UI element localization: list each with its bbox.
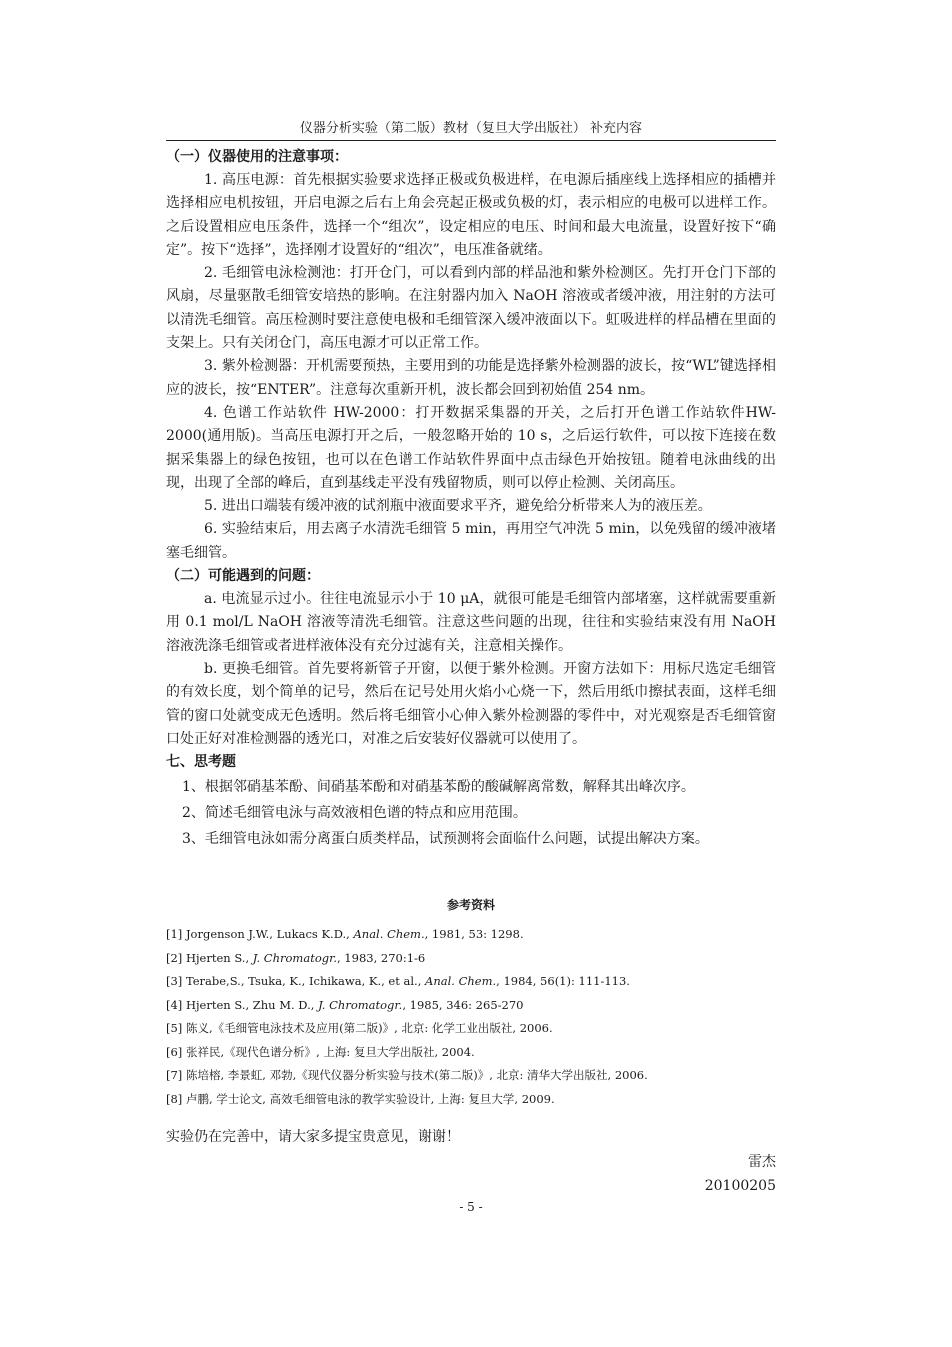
reference-text: [1] Jorgenson J.W., Lukacs K.D.,	[166, 927, 354, 941]
page-number: - 5 -	[459, 1200, 483, 1214]
note-item: 2. 毛细管电泳检测池：打开仓门，可以看到内部的样品池和紫外检测区。先打开仓门下部的风扇，尽量驱散毛细管安培热的影响。在注射器内加入 NaOH 溶液或者缓冲液，用注射的方法可以清洗毛细管。高压检测时要注意使电极和毛细管深入缓冲液面以下。虹吸进样的样品槽在里面的支架上。只有关闭仓门，高压电源才可以正常工作。	[166, 265, 776, 352]
problems-heading: （二）可能遇到的问题：	[166, 568, 320, 585]
reference-details: , 1983, 270:1-6	[337, 950, 426, 965]
reference-text: [3] Terabe,S., Tsuka, K., Ichikawa, K., et al.,	[166, 974, 426, 988]
question-item: 1、根据邻硝基苯酚、间硝基苯酚和对硝基苯酚的酸碱解离常数，解释其出峰次序。	[182, 779, 695, 796]
references-section	[166, 895, 776, 1111]
problem-item: b. 更换毛细管。首先要将新管子开窗，以便于紫外检测。开窗方法如下：用标尺选定毛细管的有效长度，划个简单的记号，然后在记号处用火焰小心烧一下，然后用纸巾擦拭表面，这样毛细管的窗口处就变成无色透明。然后将毛细管小心伸入紫外检测器的零件中，对光观察是否毛细管窗口处正好对准检测器的透光口，对准之后安装好仪器就可以使用了。	[166, 660, 776, 747]
question-item: 2、简述毛细管电泳与高效液相色谱的特点和应用范围。	[182, 805, 527, 822]
reference-item: [8] 卢鹏, 学士论文, 高效毛细管电泳的教学实验设计, 上海: 复旦大学, 2009.	[166, 1091, 555, 1106]
closing-note: 实验仍在完善中，请大家多提宝贵意见，谢谢！	[166, 1129, 460, 1145]
reference-item	[166, 947, 776, 971]
main-content	[166, 146, 776, 852]
references-heading: 参考资料	[446, 898, 495, 912]
reference-details: , 1985, 346: 265-270	[402, 997, 524, 1012]
reference-text: [4] Hjerten S., Zhu M. D.,	[166, 997, 319, 1012]
running-header: 仪器分析实验（第二版）教材（复旦大学出版社） 补充内容	[166, 121, 776, 141]
note-item: 4. 色谱工作站软件 HW-2000：打开数据采集器的开关，之后打开色谱工作站软件HW-2000(通用版)。当高压电源打开之后，一般忽略开始的 10 s，之后运行软件，可以按下连接在数据采集器上的绿色按钮，也可以在色谱工作站软件界面中点击绿色开始按钮。随着电泳曲线的出现，出现了全部的峰后，直到基线走平没有残留物质，则可以停止检测、关闭高压。	[166, 404, 776, 491]
sign-date: 20100205	[704, 1178, 776, 1194]
note-item: 1. 高压电源：首先根据实验要求选择正极或负极进样，在电源后插座线上选择相应的插槽并选择相应电机按钮，开启电源之后右上角会亮起正极或负极的灯，表示相应的电极可以进样工作。之后设置相应电压条件，选择一个“组次”，设定相应的电压、时间和最大电流量，设置好按下“确定”。按下“选择”，选择刚才设置好的“组次”，电压准备就绪。	[166, 172, 776, 258]
reference-journal: Anal. Chem.	[353, 927, 425, 941]
reference-item: [5] 陈义,《毛细管电泳技术及应用(第二版)》, 北京: 化学工业出版社, 2006.	[166, 1021, 553, 1035]
note-item: 6. 实验结束后，用去离子水清洗毛细管 5 min，再用空气冲洗 5 min，以免残留的缓冲液堵塞毛细管。	[166, 521, 776, 561]
questions-heading: 七、思考题	[166, 754, 236, 771]
question-item: 3、毛细管电泳如需分离蛋白质类样品，试预测将会面临什么问题，试提出解决方案。	[182, 831, 709, 848]
note-item: 3. 紫外检测器：开机需要预热，主要用到的功能是选择紫外检测器的波长，按“WL”键选择相应的波长，按“ENTER”。注意每次重新开机，波长都会回到初始值 254 nm。	[166, 358, 776, 398]
notes-heading: （一）仪器使用的注意事项：	[166, 149, 348, 165]
reference-text: [2] Hjerten S.,	[166, 950, 253, 965]
reference-details: , 1984, 56(1): 111-113.	[496, 974, 630, 988]
reference-journal: Anal. Chem.	[425, 974, 497, 988]
reference-item	[166, 994, 776, 1018]
reference-journal: J. Chromatogr.	[318, 997, 403, 1012]
note-item: 5. 进出口端装有缓冲液的试剂瓶中液面要求平齐，避免给分析带来人为的液压差。	[204, 498, 712, 515]
closing-section	[166, 1124, 776, 1198]
reference-item: [7] 陈培榕, 李景虹, 邓勃,《现代仪器分析实验与技术(第二版)》, 北京: 清华大学出版社, 2006.	[166, 1068, 648, 1082]
author-name: 雷杰	[748, 1154, 776, 1170]
reference-journal: J. Chromatogr.	[252, 950, 337, 965]
reference-item	[166, 923, 776, 947]
problem-item: a. 电流显示过小。往往电流显示小于 10 μA，就很可能是毛细管内部堵塞，这样就需要重新用 0.1 mol/L NaOH 溶液等清洗毛细管。注意这些问题的出现，往往和实验结束没有用 NaOH 溶液洗涤毛细管或者进样液体没有充分过滤有关，注意相关操作。	[166, 591, 776, 654]
reference-details: , 1981, 53: 1298.	[424, 927, 524, 941]
reference-item	[166, 970, 776, 994]
reference-item: [6] 张祥民,《现代色谱分析》, 上海: 复旦大学出版社, 2004.	[166, 1044, 475, 1059]
